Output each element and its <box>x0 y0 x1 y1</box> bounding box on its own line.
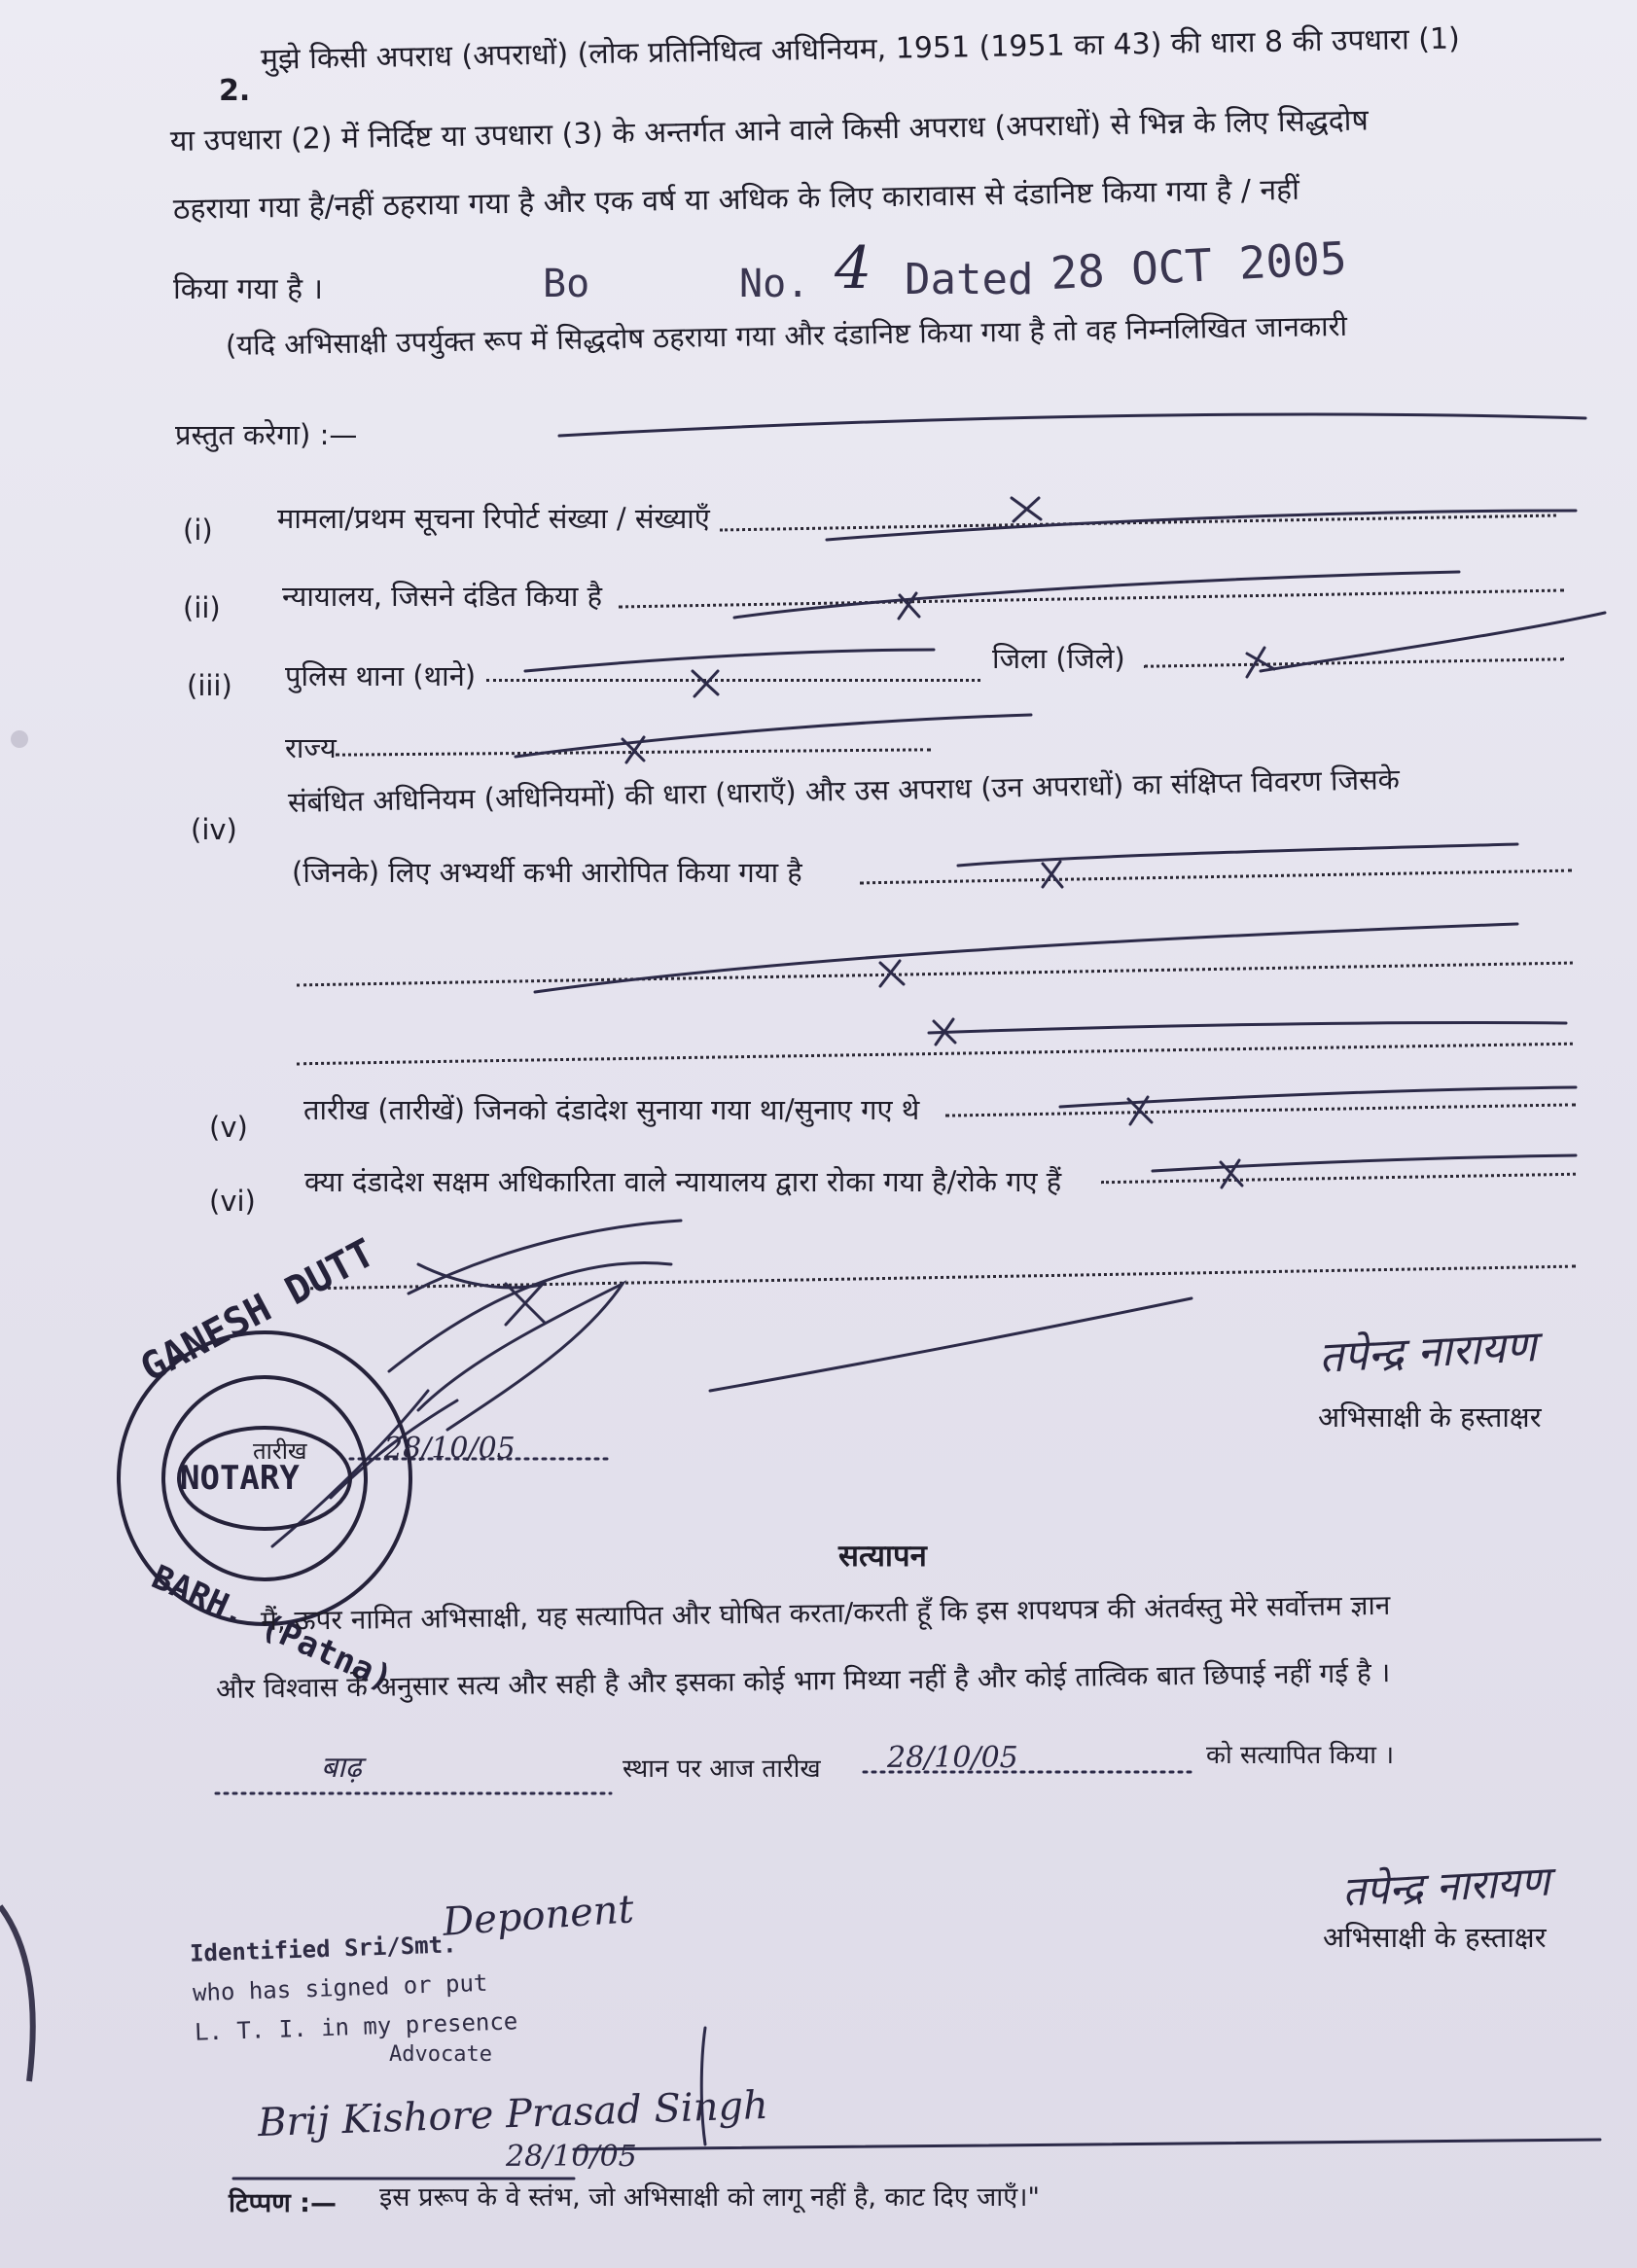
note-label: टिप्पण :— <box>229 2188 337 2218</box>
advocate-date: 28/10/05 <box>506 2140 637 2174</box>
signature2-caption: अभिसाक्षी के हस्ताक्षर <box>1323 1921 1547 1954</box>
signature1-caption: अभिसाक्षी के हस्ताक्षर <box>1318 1400 1542 1434</box>
notary-stamp-bottom: BARH. (Patna) <box>146 1557 399 1699</box>
notary-stamp-top: GANESH DUTT <box>133 1230 382 1392</box>
verification-place-value: बाढ़ <box>321 1751 362 1785</box>
intro-line1: (यदि अभिसाक्षी उपर्युक्त रूप में सिद्धदोष ठहराया गया और दंडानिष्ट किया गया है तो वह निम्नलिखित जानकारी <box>225 308 1348 362</box>
date-line-value: 28/10/05 <box>384 1432 516 1466</box>
date-line-label: तारीख <box>253 1437 307 1465</box>
item-iii-district-label: जिला (जिले) <box>992 642 1125 675</box>
item-v-number: (v) <box>209 1111 248 1144</box>
item-i-number: (i) <box>183 514 213 547</box>
para2-line1: मुझे किसी अपराध (अपराधों) (लोक प्रतिनिधित्व अधिनियम, 1951 (1951 का 43) की धारा 8 की उपधारा (1) <box>260 21 1461 77</box>
item-i-label: मामला/प्रथम सूचना रिपोर्ट संख्या / संख्याएँ <box>277 502 710 535</box>
para2-line2: या उपधारा (2) में निर्दिष्ट या उपधारा (3) के अन्तर्गत आने वाले किसी अपराध (अपराधों) से भिन्न के लिए सिद्धदोष <box>169 103 1370 159</box>
book-stamp-book: Bo <box>543 262 590 306</box>
identification-line1: Identified Sri/Smt. <box>189 1931 457 1967</box>
verification-line2: और विश्वास के अनुसार सत्य और सही है और इसका कोई भाग मिथ्या नहीं है और कोई तात्विक बात छिपाई नहीं गई है । <box>215 1656 1391 1705</box>
item-v-label: तारीख (तारीखें) जिनको दंडादेश सुनाया गया था/सुनाए गए थे <box>303 1093 920 1126</box>
intro-line2: प्रस्तुत करेगा) :— <box>175 418 358 451</box>
identification-line3: L. T. I. in my presence <box>194 2007 518 2046</box>
book-stamp-no: No. <box>739 262 810 306</box>
verification-end-text: को सत्यापित किया । <box>1206 1741 1395 1770</box>
book-stamp-dated: Dated <box>905 255 1034 304</box>
para2-line4: किया गया है । <box>173 272 323 306</box>
book-stamp-date: 28 OCT 2005 <box>1049 231 1348 300</box>
verification-line1: मैं, ऊपर नामित अभिसाक्षी, यह सत्यापित और घोषित करता/करती हूँ कि इस शपथपत्र की अंतर्वस्तु मेरे सर्वोत्तम ज्ञान <box>260 1588 1391 1637</box>
signature1-name: तपेन्द्र नारायण <box>1317 1322 1538 1383</box>
item-iv-number: (iv) <box>191 813 237 846</box>
item-ii-number: (ii) <box>183 591 221 624</box>
signature2-name: तपेन्द्र नारायण <box>1340 1857 1551 1916</box>
verification-date-value: 28/10/05 <box>887 1741 1018 1775</box>
notary-stamp-middle: NOTARY <box>180 1459 300 1498</box>
item-iv-line2: (जिनके) लिए अभ्यर्थी कभी आरोपित किया गया है <box>292 856 802 889</box>
item-iv-line1: संबंधित अधिनियम (अधिनियमों) की धारा (धाराएँ) और उस अपराध (उन अपराधों) का संक्षिप्त विवरण जिसके <box>287 762 1401 819</box>
verification-title: सत्यापन <box>838 1539 927 1574</box>
para2-number: 2. <box>219 74 251 108</box>
item-iii-number: (iii) <box>187 669 232 702</box>
identification-deponent: Deponent <box>441 1887 636 1945</box>
para2-line3: ठहराया गया है/नहीं ठहराया गया है और एक वर्ष या अधिक के लिए कारावास से दंडानिष्ट किया गया है / नहीं <box>172 172 1300 227</box>
item-vi-label: क्या दंडादेश सक्षम अधिकारिता वाले न्यायालय द्वारा रोका गया है/रोके गए हैं <box>304 1165 1062 1198</box>
item-iii-label: पुलिस थाना (थाने) <box>285 659 477 692</box>
verification-place-label: स्थान पर आज तारीख <box>623 1754 821 1784</box>
identification-line2: who has signed or put <box>192 1968 488 2007</box>
item-vi-number: (vi) <box>209 1185 256 1218</box>
advocate-signature: Brij Kishore Prasad Singh <box>257 2082 769 2146</box>
item-iii-state-label: राज्य <box>285 731 337 764</box>
note-text: इस प्ररूप के वे स्तंभ, जो अभिसाक्षी को लागू नहीं है, काट दिए जाएँ।" <box>379 2182 1040 2213</box>
book-stamp-number: 4 <box>835 234 872 302</box>
item-ii-label: न्यायालय, जिसने दंडित किया है <box>282 580 602 613</box>
identification-line4: Advocate <box>389 2042 492 2067</box>
